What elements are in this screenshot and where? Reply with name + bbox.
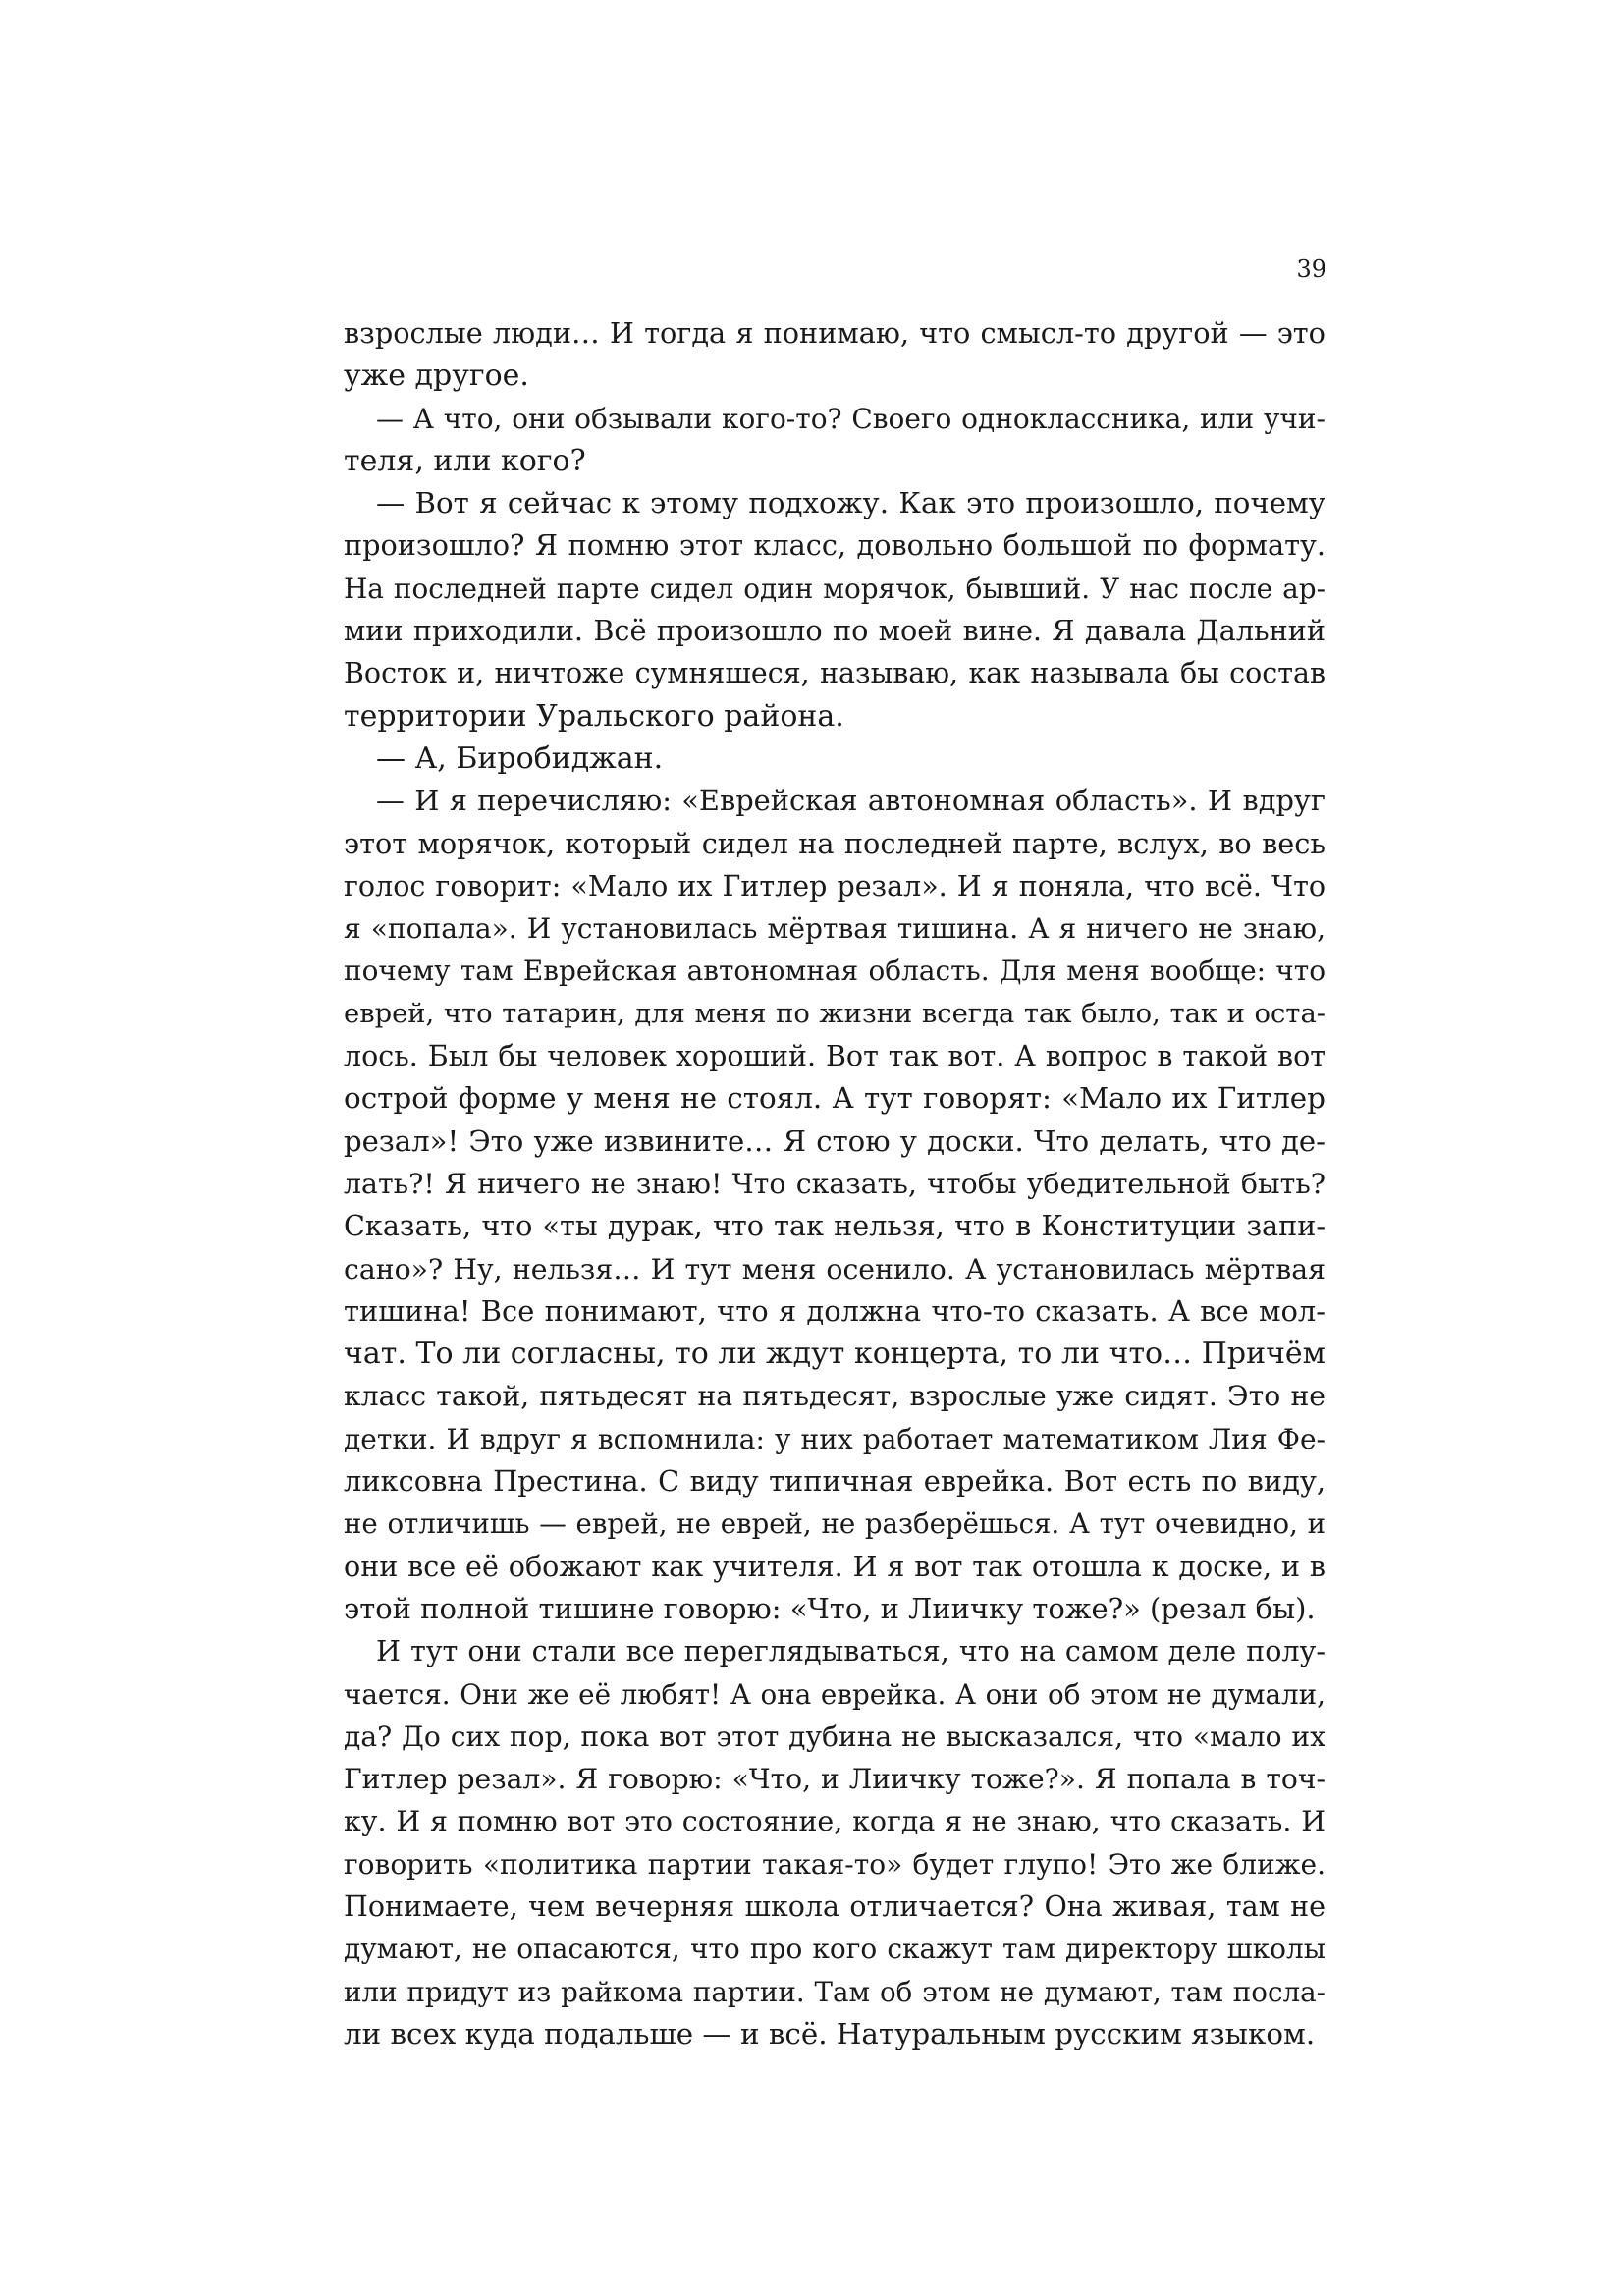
text-line: ли всех куда подальше — и всё. Натуральным русским языком. [344, 2016, 1316, 2050]
text-line: голос говорит: «Мало их Гитлер резал». И я поняла, что всё. Что [344, 869, 1325, 902]
text-line: Понимаете, чем вечерняя школа отличается? Она живая, там не [344, 1889, 1325, 1923]
text-line: мии приходили. Всё произошло по моей вине. Я давала Дальний [344, 614, 1325, 648]
text-line: да? До сих пор, пока вот этот дубина не высказался, что «мало их [344, 1720, 1325, 1753]
text-line: или придут из райкома партии. Там об этом не думают, там посла- [344, 1975, 1325, 2008]
text-line: уже другое. [344, 358, 529, 394]
text-line: Сказать, что «ты дурак, что так нельзя, что в Конституции запи- [344, 1209, 1325, 1243]
text-line: этой полной тишине говорю: «Что, и Лиичку тоже?» (резал бы). [344, 1591, 1316, 1625]
text-line: — А что, они обзывали кого-то? Своего одноклассника, или учи- [376, 402, 1325, 435]
text-line: я «попала». И установилась мёртвая тишина. А я ничего не знаю, [344, 912, 1325, 946]
text-line: лось. Был бы человек хороший. Вот так вот. А вопрос в такой вот [344, 1040, 1325, 1073]
text-line: лать?! Я ничего не знаю! Что сказать, чтобы убедительной быть? [344, 1167, 1325, 1200]
text-line: территории Уральского района. [344, 698, 844, 734]
text-line: Восток и, ничтоже сумняшеся, называю, как называла бы состав [344, 657, 1325, 690]
text-line: острой форме у меня не стоял. А тут говорят: «Мало их Гитлер [344, 1081, 1325, 1116]
text-line: — А, Биробиджан. [376, 740, 664, 776]
text-line: Гитлер резал». Я говорю: «Что, и Лиичку тоже?». Я попала в точ- [344, 1763, 1325, 1796]
text-line: этот морячок, который сидел на последней парте, вслух, во весь [344, 826, 1325, 860]
text-line: сано»? Ну, нельзя… И тут меня осенило. А установилась мёртвая [344, 1252, 1325, 1285]
text-line: тишина! Все понимают, что я должна что-то сказать. А все мол- [344, 1293, 1325, 1328]
page-number: 39 [1296, 255, 1326, 283]
text-line: детки. И вдруг я вспомнила: у них работает математиком Лия Фе- [344, 1422, 1325, 1455]
text-line: класс такой, пятьдесят на пятьдесят, взрослые уже сидят. Это не [344, 1380, 1325, 1413]
text-line: думают, не опасаются, что про кого скажут там директору школы [344, 1933, 1325, 1966]
text-line: ку. И я помню вот это состояние, когда я не знаю, что сказать. И [344, 1805, 1325, 1838]
text-line: резал»! Это уже извините… Я стою у доски. Что делать, что де- [344, 1123, 1325, 1158]
text-line: — И я перечисляю: «Еврейская автономная область». И вдруг [376, 784, 1325, 818]
text-line: чается. Они же её любят! А она еврейка. А они об этом не думали, [344, 1677, 1325, 1711]
text-line: не отличишь — еврей, не еврей, не разберёшься. А тут очевидно, и [344, 1507, 1325, 1541]
text-line: произошло? Я помню этот класс, довольно большой по формату. [344, 528, 1325, 563]
text-line: ликсовна Престина. С виду типичная еврейка. Вот есть по виду, [344, 1464, 1325, 1499]
text-line: На последней парте сидел один морячок, бывший. У нас после ар- [344, 572, 1325, 605]
text-line: чат. То ли согласны, то ли ждут концерта, то ли что… Причём [344, 1337, 1325, 1372]
text-line: — Вот я сейчас к этому подхожу. Как это произошло, почему [376, 486, 1325, 520]
text-line: они все её обожают как учителя. И я вот так отошла к доске, и в [344, 1549, 1325, 1583]
text-line: теля, или кого? [344, 443, 586, 478]
body-text [344, 312, 1325, 2055]
text-line: И тут они стали все переглядываться, что на самом деле полу- [376, 1634, 1325, 1668]
text-line: почему там Еврейская автономная область. Для меня вообще: что [344, 955, 1325, 988]
text-line: взрослые люди… И тогда я понимаю, что смысл-то другой — это [344, 316, 1325, 350]
text-line: говорить «политика партии такая-то» будет глупо! Это же ближе. [344, 1847, 1325, 1881]
text-line: еврей, что татарин, для меня по жизни всегда так было, так и оста- [344, 998, 1325, 1029]
